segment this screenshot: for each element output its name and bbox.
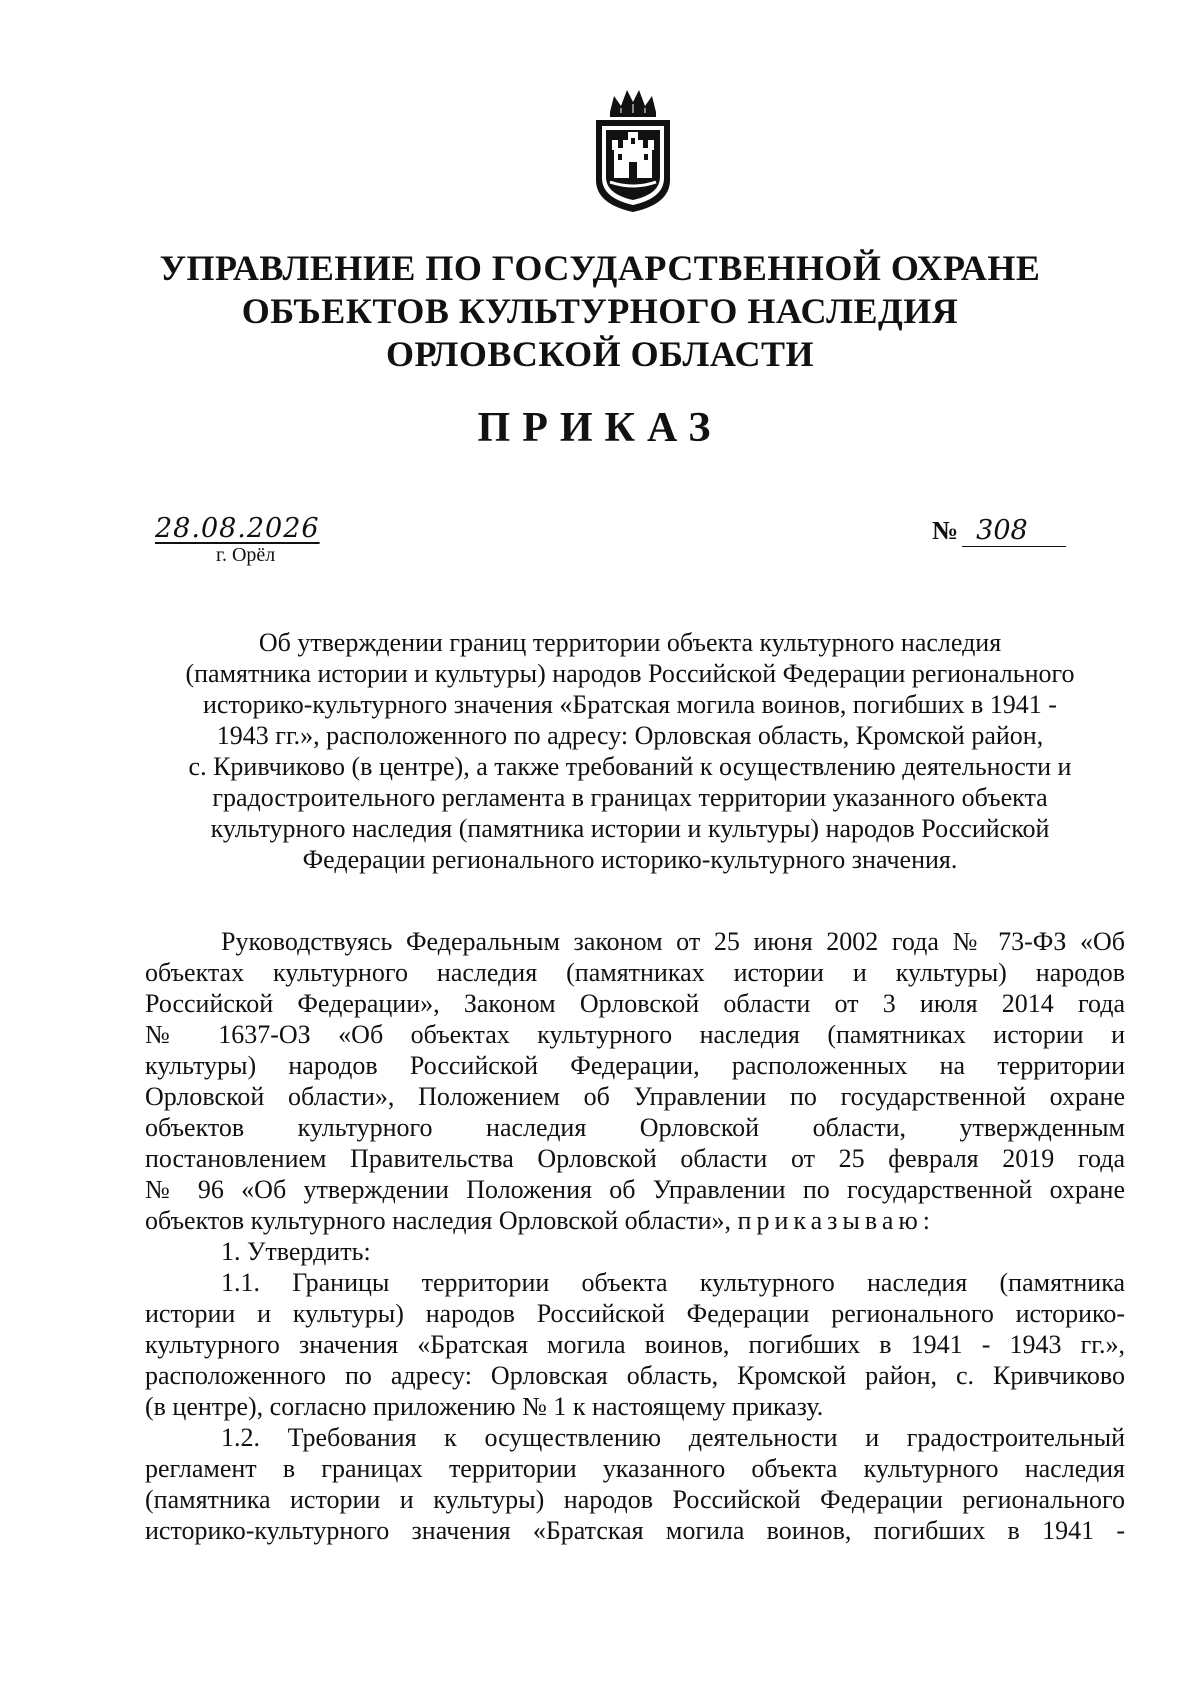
body-line: Российской Федерации», Законом Орловской области от 3 июля 2014 года: [145, 989, 1125, 1018]
coat-of-arms-emblem: [590, 82, 676, 214]
body-line: № 96 «Об утверждении Положения об Управлении по государственной охране: [145, 1175, 1125, 1204]
item-1-2-line: (памятника истории и культуры) народов Российской Федерации регионального: [145, 1485, 1125, 1514]
item-1-2-line: историко-культурного значения «Братская могила воинов, погибших в 1941 -: [145, 1516, 1125, 1545]
city-label: г. Орёл: [216, 544, 276, 566]
subject-line: (памятника истории и культуры) народов Российской Федерации регионального: [185, 659, 1075, 688]
number-block: [932, 515, 1082, 547]
item-1-1-line: 1.1. Границы территории объекта культурного наследия (памятника: [221, 1268, 1125, 1297]
item-1-2-line: регламент в границах территории указанного объекта культурного наследия: [145, 1454, 1125, 1483]
body-line: постановлением Правительства Орловской области от 25 февраля 2019 года: [145, 1144, 1125, 1173]
order-subject: [140, 627, 1120, 875]
organization-line-2: ОБЪЕКТОВ КУЛЬТУРНОГО НАСЛЕДИЯ: [241, 291, 959, 331]
document-type-title: ПРИКАЗ: [477, 405, 723, 451]
order-body: [145, 926, 1125, 1546]
body-line: № 1637-ОЗ «Об объектах культурного наследия (памятниках истории и: [145, 1020, 1125, 1049]
handwritten-date: 28.08.2026: [155, 513, 320, 544]
item-1-1-line: (в центре), согласно приложению № 1 к настоящему приказу.: [145, 1392, 824, 1421]
handwritten-number: 308: [962, 515, 1066, 547]
organization-name: [0, 247, 1200, 376]
date-block: [145, 513, 363, 567]
body-line: Орловской области», Положением об Управлении по государственной охране: [145, 1082, 1125, 1111]
organization-line-3: ОРЛОВСКОЙ ОБЛАСТИ: [385, 334, 815, 374]
body-line: культуры) народов Российской Федерации, расположенных на территории: [145, 1051, 1125, 1080]
item-1-1-line: расположенного по адресу: Орловская область, Кромской район, с. Кривчиково: [145, 1361, 1125, 1390]
subject-line: Федерации регионального историко-культурного значения.: [302, 845, 958, 874]
item-1-2-line: 1.2. Требования к осуществлению деятельности и градостроительный: [221, 1423, 1125, 1452]
body-line: объектов культурного наследия Орловской области, утвержденным: [145, 1113, 1125, 1142]
order-command: приказываю:: [737, 1206, 936, 1235]
subject-line: градостроительного регламента в границах территории указанного объекта: [212, 783, 1048, 812]
subject-line: культурного наследия (памятника истории и культуры) народов Российской: [210, 814, 1050, 843]
organization-line-1: УПРАВЛЕНИЕ ПО ГОСУДАРСТВЕННОЙ ОХРАНЕ: [159, 248, 1041, 288]
subject-line: с. Кривчиково (в центре), а также требований к осуществлению деятельности и: [188, 752, 1072, 781]
item-1-1-line: культурного значения «Братская могила воинов, погибших в 1941 - 1943 гг.»,: [145, 1330, 1125, 1359]
item-1-1-line: истории и культуры) народов Российской Федерации регионального историко-: [145, 1299, 1125, 1328]
body-text: объектов культурного наследия Орловской области»,: [145, 1206, 732, 1235]
body-line: Руководствуясь Федеральным законом от 25 июня 2002 года № 73-ФЗ «Об: [221, 927, 1125, 956]
subject-line: 1943 гг.», расположенного по адресу: Орловская область, Кромской район,: [216, 721, 1044, 750]
item-1: 1. Утвердить:: [221, 1237, 371, 1266]
number-label: №: [932, 516, 959, 545]
subject-line: Об утверждении границ территории объекта культурного наследия: [258, 628, 1002, 657]
subject-line: историко-культурного значения «Братская могила воинов, погибших в 1941 -: [203, 690, 1057, 719]
body-line: объектах культурного наследия (памятниках истории и культуры) народов: [145, 958, 1125, 987]
body-line: [145, 1205, 1125, 1236]
